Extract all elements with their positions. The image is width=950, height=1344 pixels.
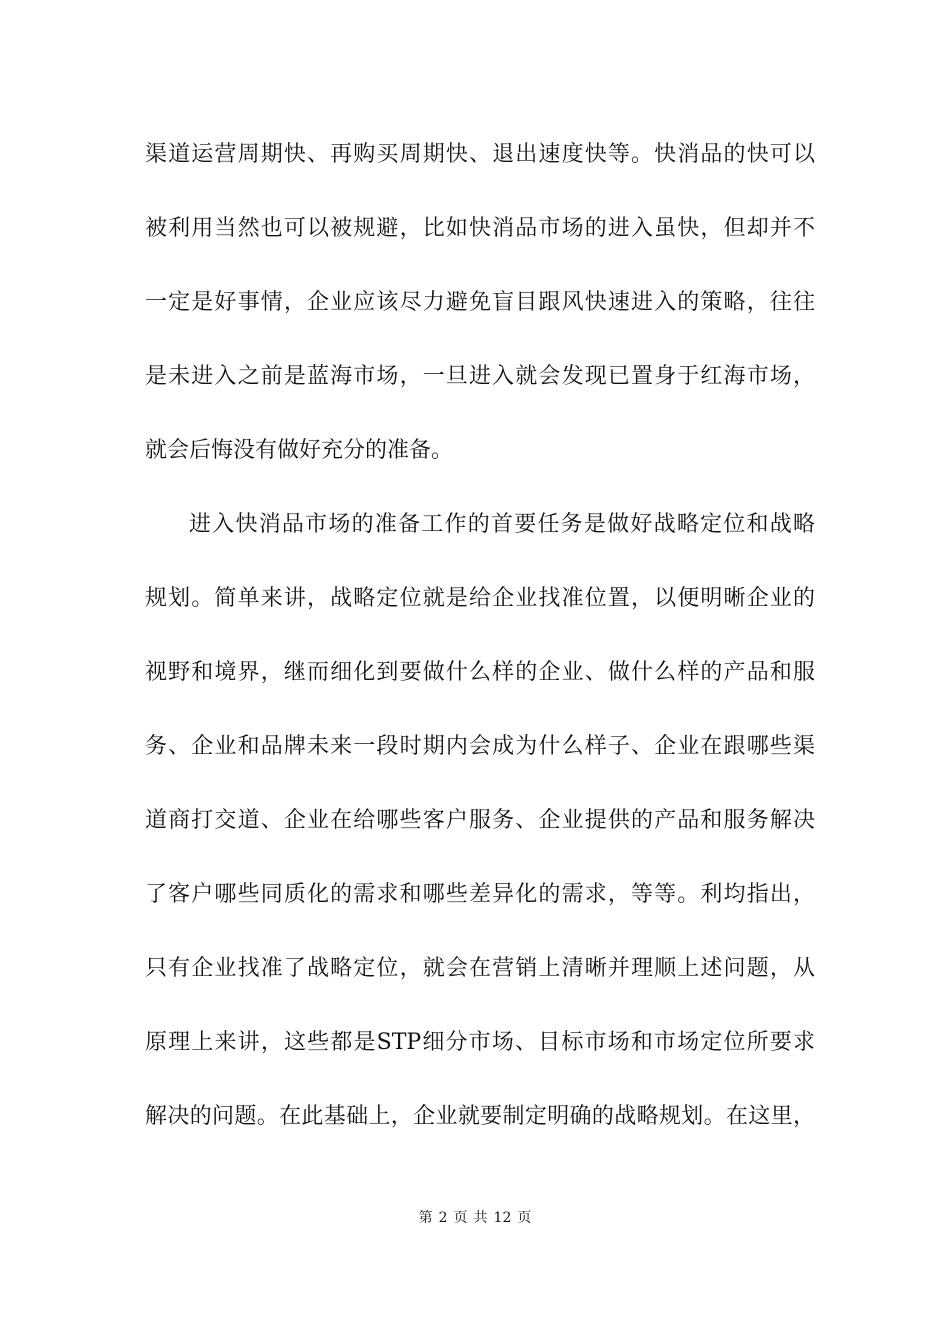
text-line: 进入快消品市场的准备工作的首要任务是做好战略定位和战略 <box>189 512 815 537</box>
text-line: 解决的问题。在此基础上，企业就要制定明确的战略规划。在这里， <box>145 1104 815 1129</box>
text-line: 是未进入之前是蓝海市场，一旦进入就会发现已置身于红海市场， <box>145 364 815 389</box>
page-number-prefix: 第 <box>418 1210 433 1226</box>
text-line: 规划。简单来讲，战略定位就是给企业找准位置，以便明晰企业的 <box>145 586 815 611</box>
text-line: 就会后悔没有做好充分的准备。 <box>145 438 454 463</box>
text-line: 务、企业和品牌未来一段时期内会成为什么样子、企业在跟哪些渠 <box>145 734 815 759</box>
page-number-word: 页 <box>453 1210 468 1226</box>
page-number-current: 2 <box>438 1210 448 1226</box>
text-line: 只有企业找准了战略定位，就会在营销上清晰并理顺上述问题，从 <box>145 956 815 981</box>
page-total-suffix: 页 <box>517 1210 532 1226</box>
text-line: 道商打交道、企业在给哪些客户服务、企业提供的产品和服务解决 <box>145 808 815 833</box>
page-total: 12 <box>493 1210 512 1226</box>
text-line: 视野和境界，继而细化到要做什么样的企业、做什么样的产品和服 <box>145 660 815 685</box>
text-line: 了客户哪些同质化的需求和哪些差异化的需求，等等。利均指出， <box>145 882 815 907</box>
text-line: 被利用当然也可以被规避，比如快消品市场的进入虽快，但却并不 <box>145 216 815 241</box>
text-line: 渠道运营周期快、再购买周期快、退出速度快等。快消品的快可以 <box>145 142 815 167</box>
page-footer <box>0 1208 950 1228</box>
page-total-prefix: 共 <box>473 1210 488 1226</box>
text-line: 一定是好事情，企业应该尽力避免盲目跟风快速进入的策略，往往 <box>145 290 815 315</box>
text-line: 原理上来讲，这些都是STP细分市场、目标市场和市场定位所要求 <box>145 1030 815 1055</box>
